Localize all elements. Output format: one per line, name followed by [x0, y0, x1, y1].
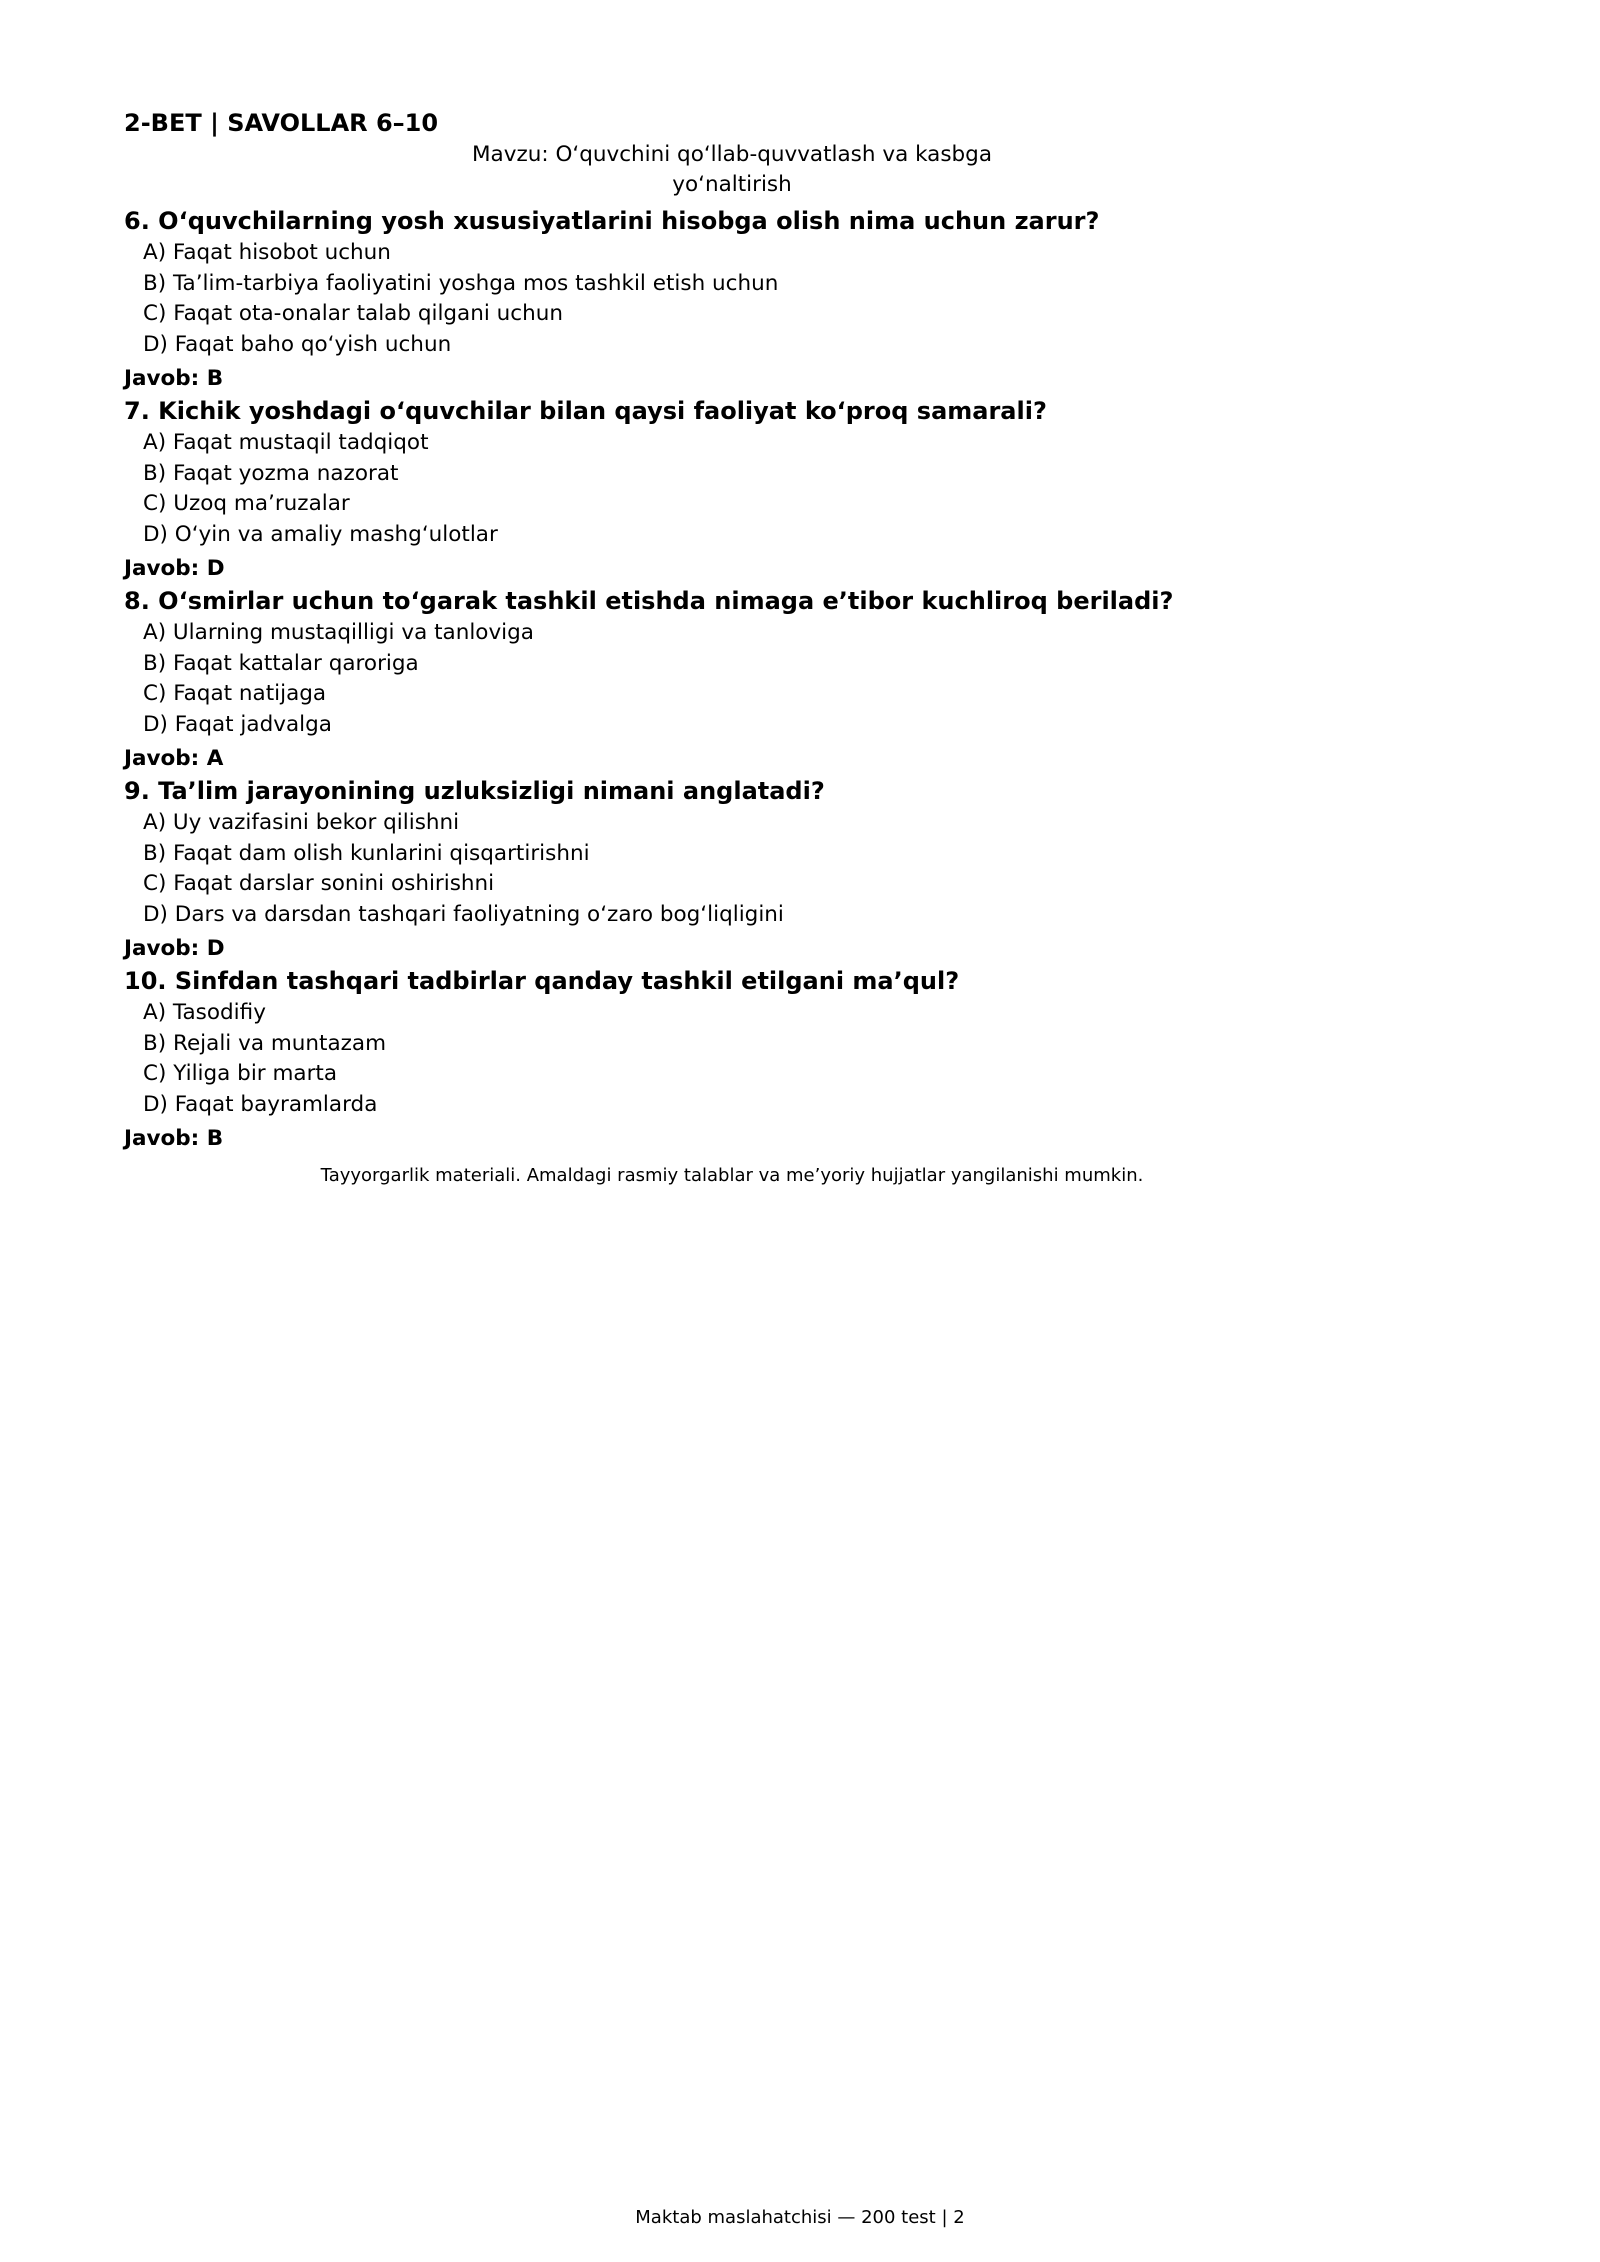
option-d: D) O‘yin va amaliy mashg‘ulotlar [143, 521, 498, 547]
option-b: B) Faqat dam olish kunlarini qisqartirishni [143, 840, 590, 866]
option-a: A) Faqat mustaqil tadqiqot [143, 430, 429, 455]
answer-line: Javob: B [124, 1126, 224, 1151]
option-b: B) Faqat yozma nazorat [143, 460, 399, 486]
question-10 [124, 964, 1476, 1154]
page-content [124, 108, 1476, 1154]
option-a: A) Tasodifiy [143, 1000, 266, 1025]
question-7 [124, 394, 1476, 584]
question-text: 7. Kichik yoshdagi o‘quvchilar bilan qaysi faoliyat ko‘proq samarali? [124, 397, 1047, 425]
option-c: C) Faqat darslar sonini oshirishni [143, 871, 495, 896]
question-text: 8. O‘smirlar uchun to‘garak tashkil etishda nimaga e’tibor kuchliroq beriladi? [124, 587, 1174, 615]
option-list [124, 428, 1476, 550]
option-d: D) Faqat bayramlarda [143, 1091, 378, 1117]
question-text: 6. O‘quvchilarning yosh xususiyatlarini hisobga olish nima uchun zarur? [124, 207, 1100, 235]
option-c: C) Uzoq ma’ruzalar [143, 491, 350, 516]
page-heading: 2-BET | SAVOLLAR 6–10 [124, 109, 439, 137]
answer-line: Javob: A [124, 746, 224, 771]
question-9 [124, 774, 1476, 964]
page-footer: Maktab maslahatchisi — 200 test | 2 [635, 2207, 965, 2228]
option-list [124, 618, 1476, 740]
answer-line: Javob: D [124, 936, 225, 961]
question-6 [124, 204, 1476, 394]
option-d: D) Faqat baho qo‘yish uchun [143, 331, 452, 357]
option-list [124, 808, 1476, 930]
option-b: B) Faqat kattalar qaroriga [143, 650, 419, 676]
option-a: A) Uy vazifasini bekor qilishni [143, 810, 460, 835]
option-list [124, 238, 1476, 360]
question-text: 9. Ta’lim jarayonining uzluksizligi nimani anglatadi? [124, 777, 825, 805]
option-c: C) Faqat ota-onalar talab qilgani uchun [143, 301, 563, 326]
option-c: C) Faqat natijaga [143, 681, 327, 706]
option-d: D) Dars va darsdan tashqari faoliyatning o‘zaro bog‘liqligini [143, 901, 784, 927]
answer-line: Javob: D [124, 556, 225, 581]
option-b: B) Rejali va muntazam [143, 1030, 387, 1056]
answer-line: Javob: B [124, 366, 224, 391]
question-text: 10. Sinfdan tashqari tadbirlar qanday tashkil etilgani ma’qul? [124, 967, 960, 995]
option-a: A) Faqat hisobot uchun [143, 240, 391, 265]
option-b: B) Ta’lim-tarbiya faoliyatini yoshga mos tashkil etish uchun [143, 270, 779, 296]
option-a: A) Ularning mustaqilligi va tanloviga [143, 620, 534, 645]
topic-line: Mavzu: O‘quvchini qo‘llab-quvvatlash va kasbga yo‘naltirish [472, 142, 992, 197]
option-c: C) Yiliga bir marta [143, 1061, 338, 1086]
disclaimer-note: Tayyorgarlik materiali. Amaldagi rasmiy talablar va me’yoriy hujjatlar yangilanishi mumkin. [320, 1165, 1144, 1186]
option-list [124, 998, 1476, 1120]
option-d: D) Faqat jadvalga [143, 711, 332, 737]
question-8 [124, 584, 1476, 774]
